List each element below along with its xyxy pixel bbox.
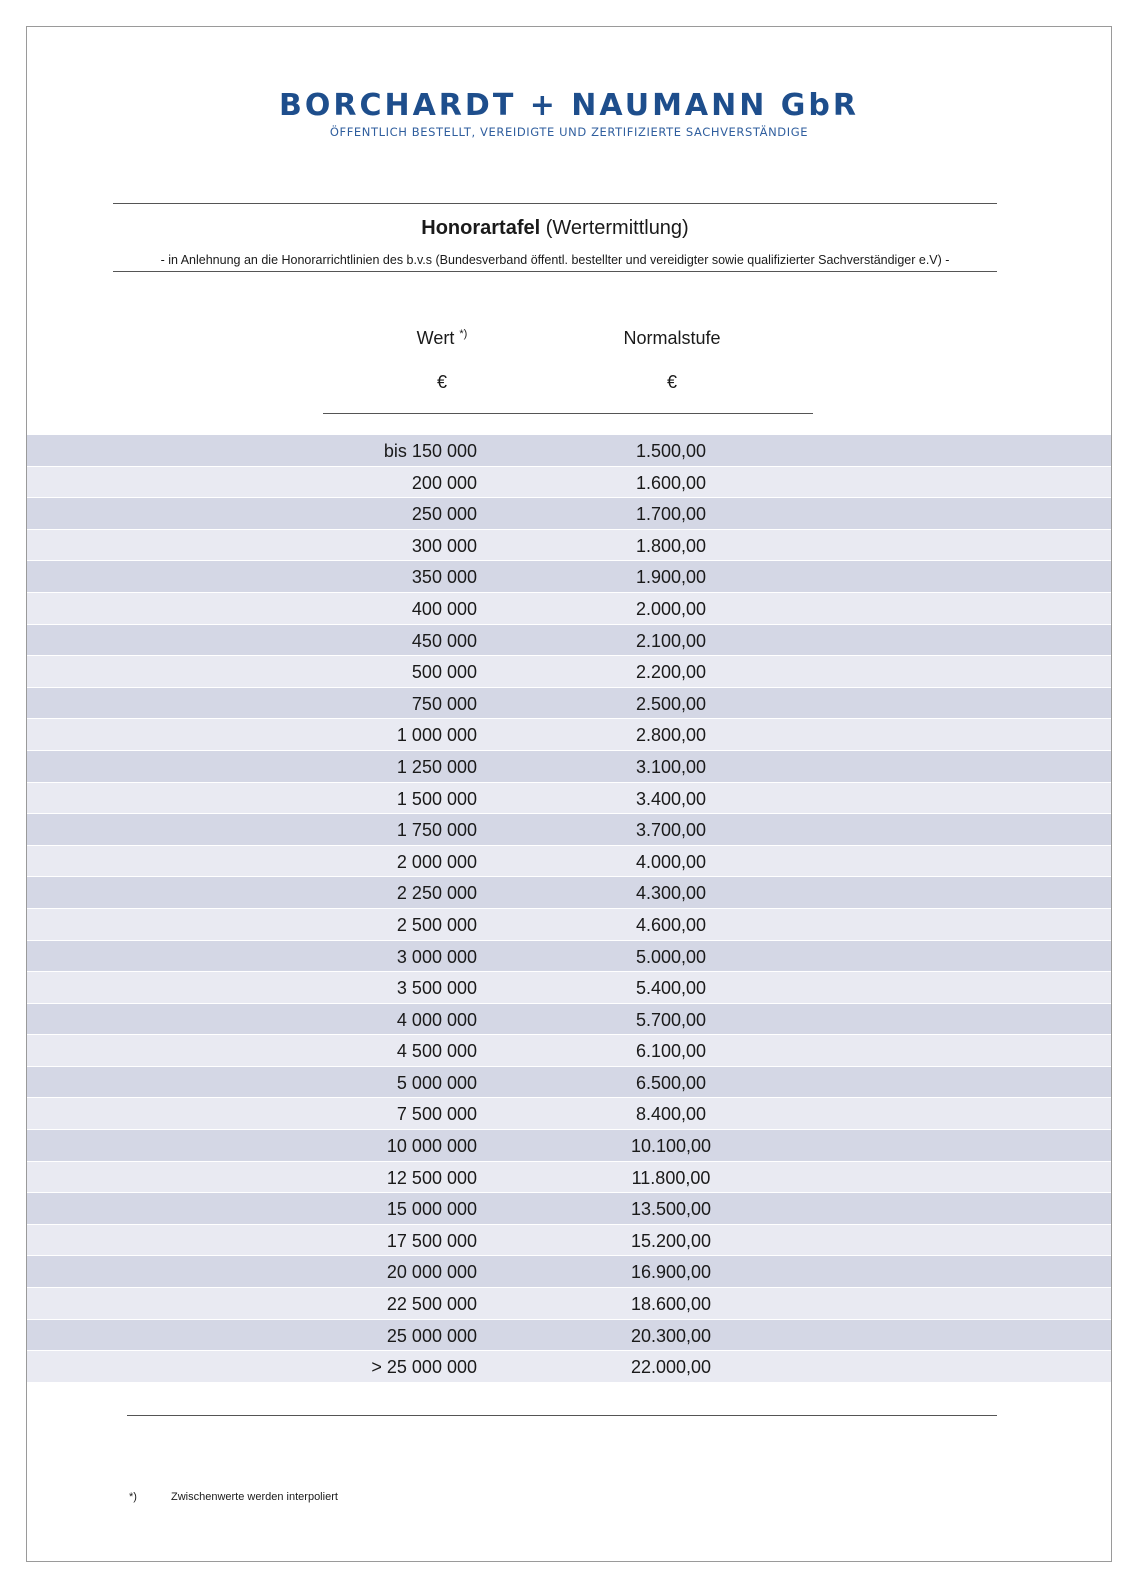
table-row <box>27 498 1111 530</box>
cell-value: 17 500 000 <box>386 1230 477 1251</box>
cell-value: 500 000 <box>411 662 477 683</box>
page-title <box>113 215 997 241</box>
cell-fee: 11.800,00 <box>631 1167 711 1188</box>
title-rest: (Wertermittlung) <box>540 217 689 239</box>
cell-value: 15 000 000 <box>386 1199 477 1220</box>
cell-fee: 18.600,00 <box>630 1294 712 1315</box>
cell-value: 7 500 000 <box>396 1104 477 1125</box>
table-row <box>27 1035 1111 1067</box>
cell-value: 1 750 000 <box>396 820 477 841</box>
cell-value: 10 000 000 <box>386 1136 477 1157</box>
column-header-fee: Normalstufe <box>623 328 721 348</box>
footnote-mark: *) <box>129 1491 137 1503</box>
table-row <box>27 1130 1111 1162</box>
cell-value: 22 500 000 <box>386 1294 477 1315</box>
table-row <box>27 1067 1111 1099</box>
cell-fee: 5.400,00 <box>635 978 707 999</box>
cell-fee: 1.700,00 <box>635 504 707 525</box>
page-subtitle: - in Anlehnung an die Honorarrichtlinien des b.v.s (Bundesverband öffentl. bestellter und vereidigter sowie qualifizierter Sachverständiger e.V) - <box>160 253 950 267</box>
cell-fee: 13.500,00 <box>630 1199 712 1220</box>
table-row <box>27 1225 1111 1257</box>
cell-fee: 10.100,00 <box>630 1136 712 1157</box>
cell-value: 1 500 000 <box>396 788 477 809</box>
table-row <box>27 1256 1111 1288</box>
table-row <box>27 688 1111 720</box>
cell-fee: 3.100,00 <box>635 756 707 777</box>
currency-value: € <box>436 372 447 392</box>
cell-value: 3 000 000 <box>396 946 477 967</box>
cell-value: 450 000 <box>411 630 477 651</box>
cell-value: 350 000 <box>411 567 477 588</box>
cell-fee: 5.000,00 <box>635 946 707 967</box>
table-row <box>27 1162 1111 1194</box>
table-row <box>27 1098 1111 1130</box>
table-row <box>27 719 1111 751</box>
table-row <box>27 814 1111 846</box>
table-row <box>27 909 1111 941</box>
cell-fee: 8.400,00 <box>635 1104 707 1125</box>
cell-fee: 2.100,00 <box>635 630 707 651</box>
table-row <box>27 625 1111 657</box>
cell-fee: 20.300,00 <box>630 1325 712 1346</box>
cell-value: 200 000 <box>411 472 477 493</box>
column-header-value <box>387 327 497 349</box>
cell-fee: 22.000,00 <box>630 1357 712 1378</box>
table-row <box>27 467 1111 499</box>
cell-value: 1 000 000 <box>396 725 477 746</box>
table-row <box>27 1320 1111 1352</box>
cell-value: 2 250 000 <box>396 883 477 904</box>
footnote-text: Zwischenwerte werden interpoliert <box>171 1491 338 1503</box>
company-logo <box>27 89 1111 139</box>
cell-fee: 2.500,00 <box>635 693 707 714</box>
table-row <box>27 1004 1111 1036</box>
table-row <box>27 783 1111 815</box>
cell-fee: 6.100,00 <box>635 1041 707 1062</box>
divider-header <box>323 413 813 414</box>
cell-fee: 1.600,00 <box>635 472 707 493</box>
footnote-marker: *) <box>459 328 468 340</box>
cell-fee: 3.400,00 <box>635 788 707 809</box>
divider-subtitle <box>113 271 997 272</box>
document-page <box>26 26 1112 1562</box>
cell-fee: 1.900,00 <box>635 567 707 588</box>
cell-value: 20 000 000 <box>386 1262 477 1283</box>
table-row <box>27 530 1111 562</box>
cell-value: 2 000 000 <box>396 851 477 872</box>
table-row <box>27 561 1111 593</box>
cell-fee: 2.200,00 <box>635 662 707 683</box>
table-row <box>27 846 1111 878</box>
cell-value: 3 500 000 <box>396 978 477 999</box>
cell-value: 12 500 000 <box>386 1167 477 1188</box>
cell-fee: 5.700,00 <box>635 1009 707 1030</box>
currency-fee: € <box>666 372 677 392</box>
cell-fee: 16.900,00 <box>630 1262 712 1283</box>
cell-fee: 4.600,00 <box>635 914 707 935</box>
cell-fee: 1.800,00 <box>635 535 707 556</box>
table-row <box>27 656 1111 688</box>
cell-fee: 2.800,00 <box>635 725 707 746</box>
cell-fee: 4.000,00 <box>635 851 707 872</box>
cell-value: 750 000 <box>411 693 477 714</box>
cell-fee: 1.500,00 <box>635 441 707 461</box>
cell-value: 250 000 <box>411 504 477 525</box>
divider-bottom <box>127 1415 997 1416</box>
table-row <box>27 972 1111 1004</box>
cell-value: bis 150 000 <box>383 441 477 461</box>
table-row <box>27 751 1111 783</box>
table-row <box>27 435 1111 467</box>
cell-value: 2 500 000 <box>396 914 477 935</box>
title-bold: Honorartafel <box>421 217 541 239</box>
cell-value: 4 000 000 <box>396 1009 477 1030</box>
table-row <box>27 1288 1111 1320</box>
cell-value: 400 000 <box>411 598 477 619</box>
cell-value: > 25 000 000 <box>371 1357 477 1378</box>
cell-fee: 4.300,00 <box>635 883 707 904</box>
cell-fee: 3.700,00 <box>635 820 707 841</box>
logo-name: BORCHARDT + NAUMANN GbR <box>279 88 859 123</box>
cell-fee: 15.200,00 <box>630 1230 712 1251</box>
fee-table <box>27 435 1111 1383</box>
cell-value: 5 000 000 <box>396 1072 477 1093</box>
cell-value: 25 000 000 <box>386 1325 477 1346</box>
table-row <box>27 593 1111 625</box>
table-row <box>27 877 1111 909</box>
table-row <box>27 1193 1111 1225</box>
cell-fee: 6.500,00 <box>635 1072 707 1093</box>
column-header-value-label: Wert <box>416 328 455 348</box>
cell-value: 1 250 000 <box>396 756 477 777</box>
table-row <box>27 941 1111 973</box>
logo-tagline: ÖFFENTLICH BESTELLT, VEREIDIGTE UND ZERTIFIZIERTE SACHVERSTÄNDIGE <box>329 125 809 139</box>
table-row <box>27 1351 1111 1383</box>
cell-value: 300 000 <box>411 535 477 556</box>
cell-value: 4 500 000 <box>396 1041 477 1062</box>
cell-fee: 2.000,00 <box>635 598 707 619</box>
divider-top <box>113 203 997 204</box>
